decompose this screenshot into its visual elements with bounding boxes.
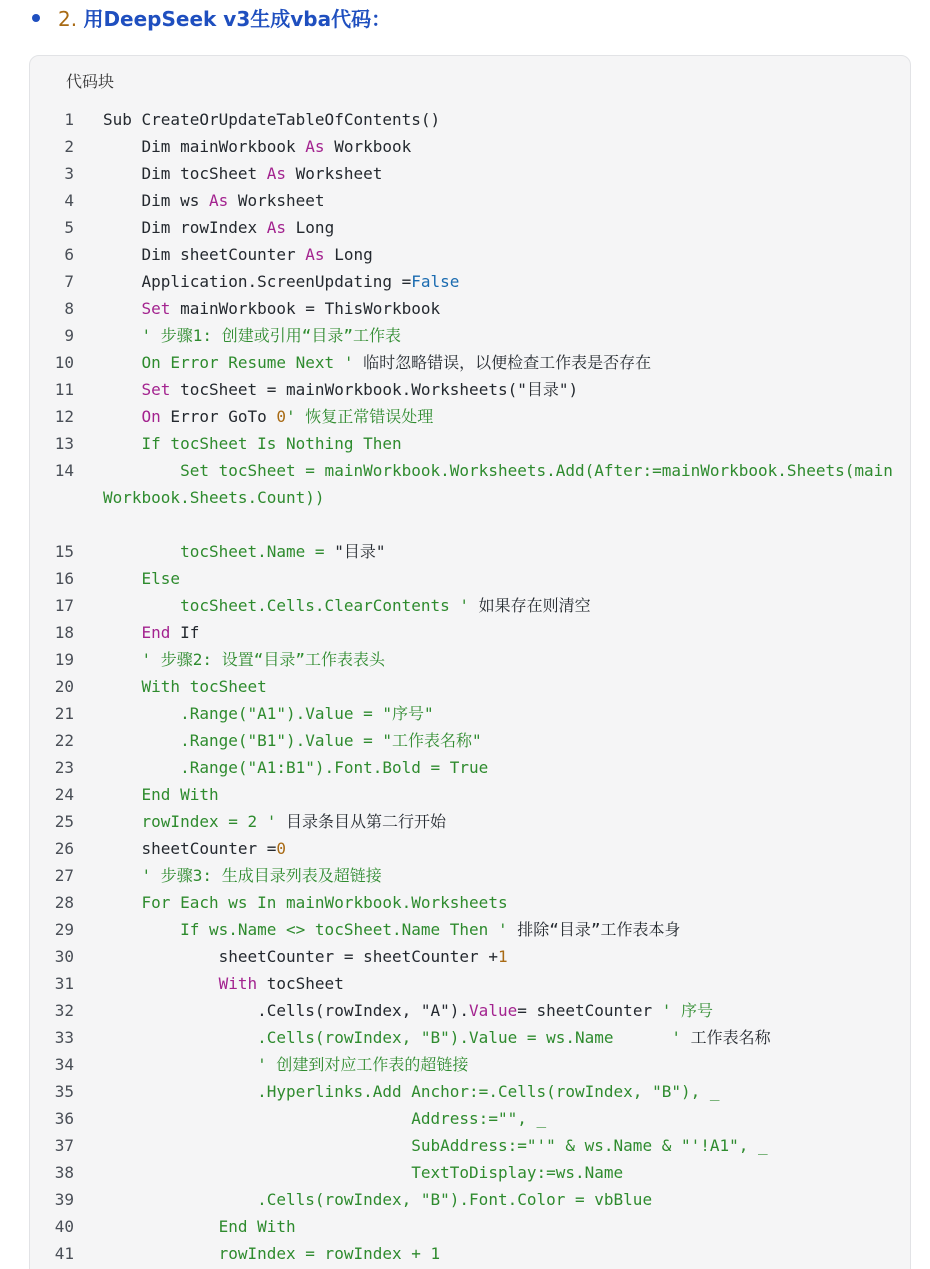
line-number: 28	[54, 893, 74, 912]
code-text	[103, 619, 893, 646]
code-line	[30, 187, 910, 214]
code-block[interactable]	[29, 55, 911, 1269]
line-number: 33	[54, 1028, 74, 1047]
code-token: 目录条目从第二行开始	[276, 812, 447, 831]
code-line	[30, 430, 910, 457]
line-number: 34	[54, 1055, 74, 1074]
code-token: Long	[286, 218, 335, 237]
code-token: tocSheet.Cells.ClearContents '	[103, 596, 470, 615]
line-number: 2	[64, 137, 74, 156]
code-text	[103, 916, 893, 943]
code-token: .Range("B1").Value = "工作表名称"	[103, 731, 482, 750]
code-token: 0	[276, 407, 287, 426]
code-token: tocSheet	[257, 974, 344, 993]
code-token: Address:="", _	[103, 1109, 547, 1128]
code-line	[30, 268, 910, 295]
code-token: .Cells(rowIndex, "B").Font.Color = vbBlue	[103, 1190, 653, 1209]
line-number: 22	[54, 731, 74, 750]
line-number: 35	[54, 1082, 74, 1101]
line-number: 17	[54, 596, 74, 615]
code-line	[30, 619, 910, 646]
code-text	[103, 1186, 893, 1213]
code-token	[103, 380, 142, 399]
line-number: 15	[54, 542, 74, 561]
code-text	[103, 160, 893, 187]
code-text	[103, 133, 893, 160]
line-number: 16	[54, 569, 74, 588]
bullet-dot	[32, 14, 40, 22]
code-text	[103, 1051, 893, 1078]
line-number: 7	[64, 272, 74, 291]
line-number: 31	[54, 974, 74, 993]
code-text	[103, 889, 893, 916]
code-token: False	[411, 272, 460, 291]
code-token: Dim mainWorkbook	[103, 137, 306, 156]
code-token: Set	[141, 299, 171, 318]
line-number: 38	[54, 1163, 74, 1182]
code-line	[30, 646, 910, 673]
code-token	[103, 623, 142, 642]
code-text	[103, 781, 893, 808]
code-token: .Cells(rowIndex, "B").Value = ws.Name '	[103, 1028, 681, 1047]
line-number: 19	[54, 650, 74, 669]
code-line	[30, 457, 910, 538]
code-token: If	[170, 623, 200, 642]
code-line	[30, 1024, 910, 1051]
code-text	[103, 349, 893, 376]
line-number: 40	[54, 1217, 74, 1236]
code-token: Dim rowIndex	[103, 218, 267, 237]
code-line	[30, 565, 910, 592]
line-number: 14	[54, 461, 74, 480]
line-number: 26	[54, 839, 74, 858]
code-token: sheetCounter = sheetCounter +	[103, 947, 498, 966]
code-token: As	[266, 218, 287, 237]
line-number: 4	[64, 191, 74, 210]
code-line	[30, 322, 910, 349]
line-number: 10	[54, 353, 74, 372]
line-number: 13	[54, 434, 74, 453]
line-number: 39	[54, 1190, 74, 1209]
section-heading	[0, 0, 930, 40]
code-text	[103, 646, 893, 673]
code-text	[103, 214, 893, 241]
code-text	[103, 187, 893, 214]
code-text	[103, 268, 893, 295]
code-token: If tocSheet Is Nothing Then	[103, 434, 402, 453]
code-line	[30, 160, 910, 187]
code-token: = sheetCounter	[517, 1001, 662, 1020]
code-token: On Error Resume Next '	[103, 353, 354, 372]
code-token: Workbook	[324, 137, 412, 156]
code-text	[103, 970, 893, 997]
code-token: With	[218, 974, 258, 993]
code-token: 排除“目录”工作表本身	[507, 920, 681, 939]
code-text	[103, 106, 893, 133]
code-line	[30, 106, 910, 133]
code-line	[30, 943, 910, 970]
code-token: Value	[469, 1001, 518, 1020]
code-text	[103, 862, 893, 889]
code-token: ' 步骤3: 生成目录列表及超链接	[103, 866, 382, 885]
code-text	[103, 457, 893, 511]
code-text	[103, 673, 893, 700]
code-token: 如果存在则清空	[469, 596, 591, 615]
line-number: 37	[54, 1136, 74, 1155]
code-text	[103, 322, 893, 349]
code-line	[30, 1105, 910, 1132]
code-text	[103, 997, 893, 1024]
code-line	[30, 835, 910, 862]
code-token: On	[141, 407, 161, 426]
code-text	[103, 241, 893, 268]
line-number: 25	[54, 812, 74, 831]
line-number: 32	[54, 1001, 74, 1020]
code-token: Worksheet	[286, 164, 383, 183]
code-token: 临时忽略错误，以便检查工作表是否存在	[353, 353, 652, 372]
code-token: ' 恢复正常错误处理	[286, 407, 434, 426]
line-number: 12	[54, 407, 74, 426]
code-token: As	[305, 137, 325, 156]
code-line	[30, 1186, 910, 1213]
code-text	[103, 1213, 893, 1240]
code-text	[103, 835, 893, 862]
code-token: TextToDisplay:=ws.Name	[103, 1163, 624, 1182]
code-line	[30, 1132, 910, 1159]
code-line	[30, 133, 910, 160]
line-number: 9	[64, 326, 74, 345]
heading-number: 2.	[58, 7, 84, 31]
code-line	[30, 970, 910, 997]
code-block-caption: 代码块	[66, 72, 115, 91]
code-token: End With	[103, 1217, 296, 1236]
code-token: Long	[324, 245, 373, 264]
line-number: 24	[54, 785, 74, 804]
line-number: 1	[64, 110, 74, 129]
heading-title: 用DeepSeek v3生成vba代码：	[83, 7, 392, 31]
line-number: 11	[54, 380, 74, 399]
code-token: As	[266, 164, 287, 183]
line-number: 36	[54, 1109, 74, 1128]
code-token: 1	[497, 947, 508, 966]
code-token: Error GoTo	[160, 407, 277, 426]
line-number: 27	[54, 866, 74, 885]
code-text	[103, 403, 893, 430]
code-line	[30, 403, 910, 430]
code-line	[30, 1051, 910, 1078]
code-line	[30, 1240, 910, 1267]
code-token: Application.ScreenUpdating =	[103, 272, 412, 291]
line-number: 29	[54, 920, 74, 939]
code-text	[103, 376, 893, 403]
line-number: 20	[54, 677, 74, 696]
code-token: ' 创建到对应工作表的超链接	[103, 1055, 469, 1074]
line-number: 30	[54, 947, 74, 966]
code-text	[103, 538, 893, 565]
code-text	[103, 754, 893, 781]
code-token: rowIndex = rowIndex + 1	[103, 1244, 441, 1263]
code-token: Set	[141, 380, 171, 399]
code-text	[103, 1078, 893, 1105]
code-token: Dim sheetCounter	[103, 245, 306, 264]
code-token: .Hyperlinks.Add Anchor:=.Cells(rowIndex, "B"), _	[103, 1082, 720, 1101]
code-line	[30, 376, 910, 403]
code-line	[30, 727, 910, 754]
code-text	[103, 1024, 893, 1051]
heading-text	[58, 6, 391, 32]
code-lines[interactable]	[30, 106, 910, 1267]
code-line	[30, 889, 910, 916]
code-token: With tocSheet	[103, 677, 267, 696]
code-line	[30, 538, 910, 565]
code-text	[103, 808, 893, 835]
code-token: .Range("A1:B1").Font.Bold = True	[103, 758, 489, 777]
code-text	[103, 592, 893, 619]
code-line	[30, 700, 910, 727]
code-token	[103, 407, 142, 426]
code-token: 工作表名称	[680, 1028, 771, 1047]
code-token: .Cells(rowIndex, "A").	[103, 1001, 470, 1020]
code-token: Dim tocSheet	[103, 164, 267, 183]
code-line	[30, 214, 910, 241]
code-token: Else	[103, 569, 181, 588]
code-token	[103, 299, 142, 318]
line-number: 18	[54, 623, 74, 642]
code-token: SubAddress:="'" & ws.Name & "'!A1", _	[103, 1136, 768, 1155]
code-token: ' 序号	[661, 1001, 713, 1020]
code-text	[103, 430, 893, 457]
line-number: 3	[64, 164, 74, 183]
code-token: If ws.Name <> tocSheet.Name Then '	[103, 920, 508, 939]
code-line	[30, 241, 910, 268]
code-line	[30, 592, 910, 619]
code-line	[30, 808, 910, 835]
code-line	[30, 673, 910, 700]
code-token: As	[305, 245, 325, 264]
code-token: tocSheet.Name =	[103, 542, 335, 561]
code-token: For Each ws In mainWorkbook.Worksheets	[103, 893, 508, 912]
code-token: Set tocSheet = mainWorkbook.Worksheets.Add(After:=mainWorkbook.Sheets(mainWorkbook.Sheets.Count))	[103, 461, 893, 507]
code-line	[30, 349, 910, 376]
code-text	[103, 1240, 893, 1267]
code-token: .Range("A1").Value = "序号"	[103, 704, 434, 723]
code-text	[103, 727, 893, 754]
code-token: 0	[276, 839, 287, 858]
code-text	[103, 1132, 893, 1159]
code-line	[30, 862, 910, 889]
code-token: As	[208, 191, 229, 210]
code-token: ' 步骤2: 设置“目录”工作表表头	[103, 650, 385, 669]
code-text	[103, 700, 893, 727]
line-number: 8	[64, 299, 74, 318]
code-token: Dim ws	[103, 191, 209, 210]
line-number: 6	[64, 245, 74, 264]
code-token: tocSheet = mainWorkbook.Worksheets("目录")	[170, 380, 579, 399]
code-text	[103, 943, 893, 970]
code-token: ' 步骤1: 创建或引用“目录”工作表	[103, 326, 401, 345]
line-number: 21	[54, 704, 74, 723]
code-line	[30, 1159, 910, 1186]
code-token: Worksheet	[228, 191, 325, 210]
code-token: Sub CreateOrUpdateTableOfContents()	[103, 110, 441, 129]
code-line	[30, 754, 910, 781]
code-token: End	[141, 623, 171, 642]
code-token: sheetCounter =	[103, 839, 277, 858]
code-line	[30, 916, 910, 943]
code-token	[103, 974, 219, 993]
code-token: "目录"	[334, 542, 386, 561]
code-line	[30, 1078, 910, 1105]
code-line	[30, 295, 910, 322]
code-token: rowIndex = 2 '	[103, 812, 277, 831]
code-token: End With	[103, 785, 219, 804]
code-line	[30, 1213, 910, 1240]
line-number: 23	[54, 758, 74, 777]
code-line	[30, 781, 910, 808]
code-line	[30, 997, 910, 1024]
code-token: mainWorkbook = ThisWorkbook	[170, 299, 441, 318]
code-text	[103, 295, 893, 322]
code-text	[103, 1159, 893, 1186]
code-text	[103, 565, 893, 592]
line-number: 41	[54, 1244, 74, 1263]
line-number: 5	[64, 218, 74, 237]
code-text	[103, 1105, 893, 1132]
